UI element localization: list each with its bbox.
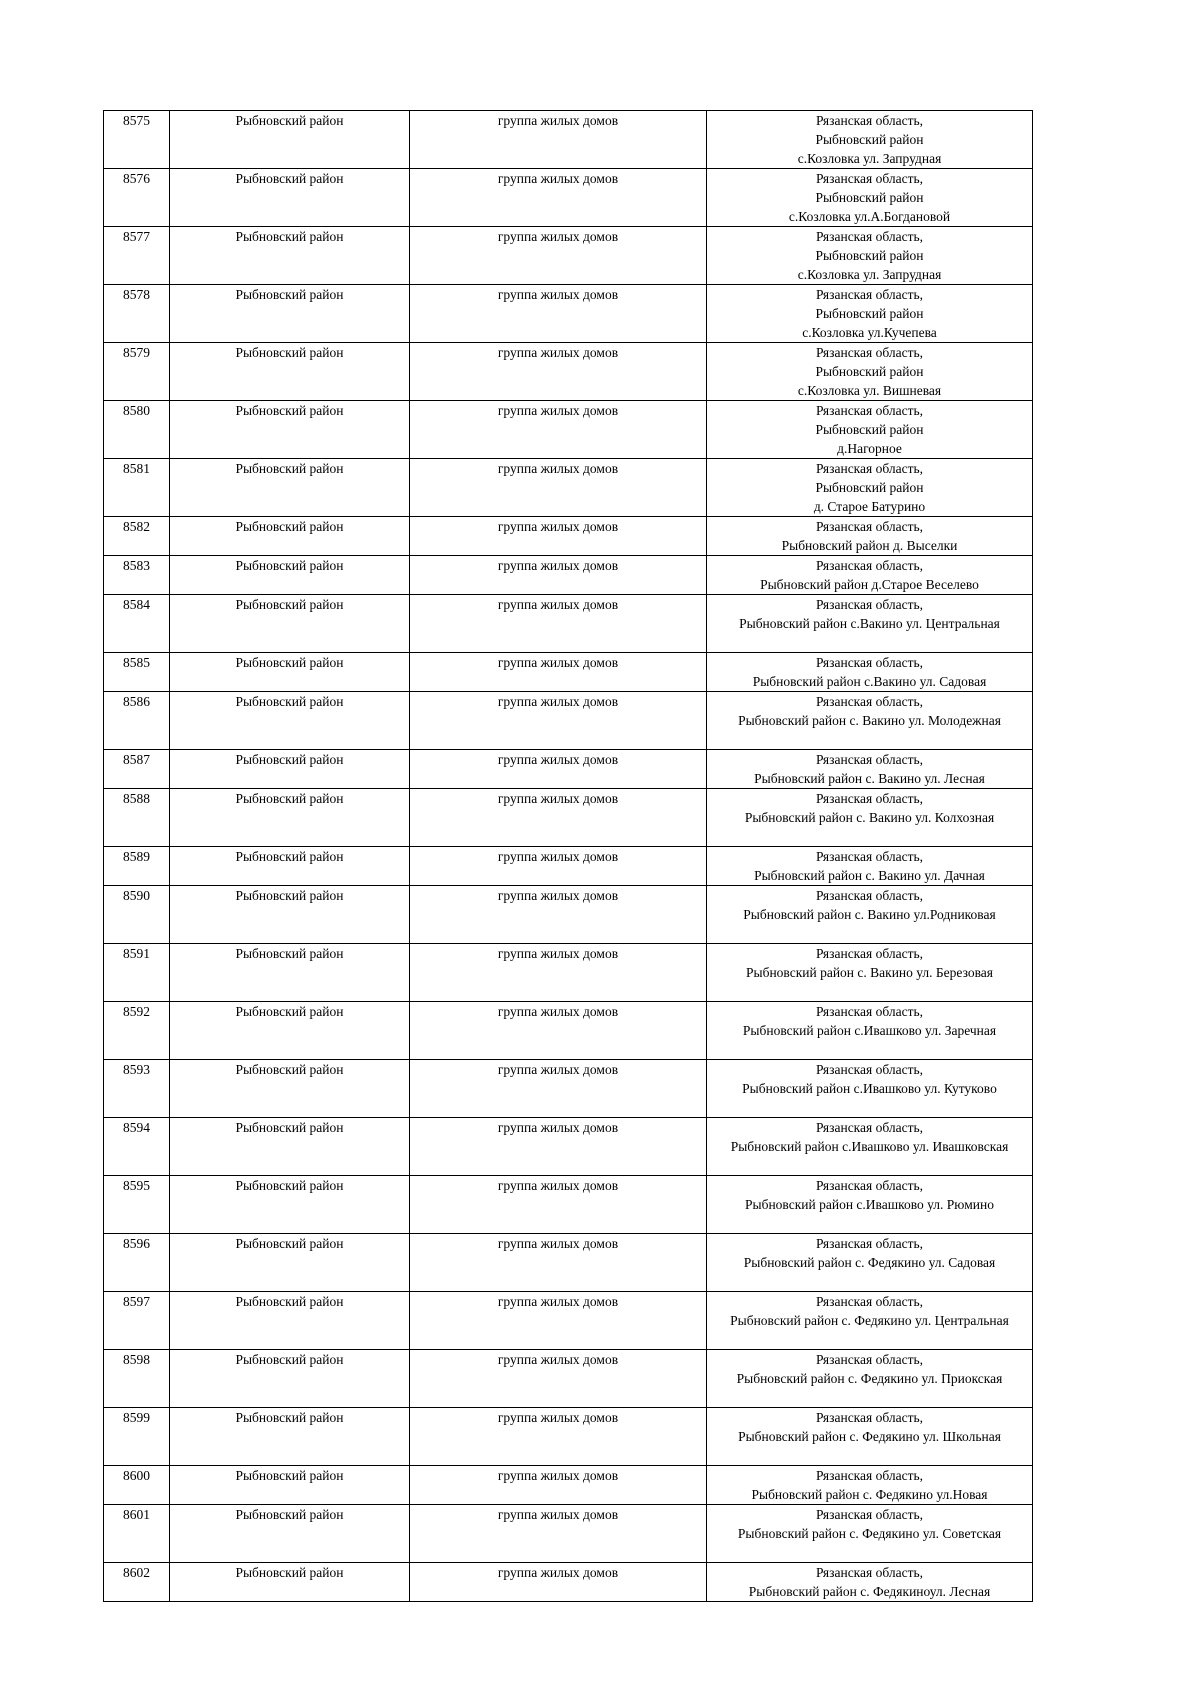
row-district: Рыбновский район [170,285,410,343]
row-district: Рыбновский район [170,1234,410,1292]
address-line: Рязанская область, [815,655,924,670]
row-address [707,111,1033,169]
address-line: Рыбновский район с. Федякиноул. Лесная [748,1584,991,1599]
row-district: Рыбновский район [170,847,410,886]
address-line: с.Козловка ул.Кучепева [802,325,937,340]
row-address [707,595,1033,653]
row-number: 8584 [104,595,170,653]
row-address [707,1505,1033,1563]
row-object-type: группа жилых домов [410,1060,707,1118]
address-line: Рязанская область, [815,287,924,302]
row-address [707,227,1033,285]
table-row [104,1060,1033,1118]
row-object-type: группа жилых домов [410,459,707,517]
row-object-type: группа жилых домов [410,343,707,401]
address-line: Рязанская область, [815,519,924,534]
row-district: Рыбновский район [170,692,410,750]
row-address [707,847,1033,886]
row-object-type: группа жилых домов [410,1408,707,1466]
address-line: д. Старое Батурино [813,499,926,514]
row-number: 8596 [104,1234,170,1292]
address-line: Рязанская область, [815,791,924,806]
address-line: Рязанская область, [815,558,924,573]
row-object-type: группа жилых домов [410,595,707,653]
row-number: 8600 [104,1466,170,1505]
address-line: с.Козловка ул. Запрудная [797,267,942,282]
row-number: 8580 [104,401,170,459]
table-row [104,111,1033,169]
address-line: Рыбновский район с. Федякино ул. Садовая [743,1255,996,1270]
row-object-type: группа жилых домов [410,1466,707,1505]
table-row [104,1408,1033,1466]
row-address [707,459,1033,517]
row-address [707,692,1033,750]
address-line: Рыбновский район с. Федякино ул. Школьная [738,1429,1001,1444]
address-line: Рязанская область, [815,597,924,612]
row-district: Рыбновский район [170,1002,410,1060]
address-line: Рязанская область, [815,1004,924,1019]
row-object-type: группа жилых домов [410,1234,707,1292]
row-district: Рыбновский район [170,944,410,1002]
row-number: 8592 [104,1002,170,1060]
row-district: Рыбновский район [170,1408,410,1466]
row-address [707,401,1033,459]
row-number: 8577 [104,227,170,285]
row-address [707,653,1033,692]
row-district: Рыбновский район [170,1505,410,1563]
address-line: Рыбновский район с. Вакино ул. Дачная [754,868,985,883]
address-line: Рыбновский район с. Федякино ул. Советская [737,1526,1002,1541]
address-line: Рыбновский район с.Ивашково ул. Рюмино [745,1197,994,1212]
row-district: Рыбновский район [170,459,410,517]
objects-table [103,110,1033,1602]
row-number: 8595 [104,1176,170,1234]
table-row [104,285,1033,343]
address-line: с.Козловка ул. Запрудная [797,151,942,166]
row-object-type: группа жилых домов [410,1350,707,1408]
row-district: Рыбновский район [170,401,410,459]
row-district: Рыбновский район [170,653,410,692]
address-line: Рязанская область, [815,1507,924,1522]
address-line: Рязанская область, [815,461,924,476]
table-row [104,556,1033,595]
row-district: Рыбновский район [170,1292,410,1350]
row-object-type: группа жилых домов [410,517,707,556]
address-line: Рязанская область, [815,1120,924,1135]
row-district: Рыбновский район [170,517,410,556]
row-object-type: группа жилых домов [410,653,707,692]
address-line: Рыбновский район [815,306,924,321]
row-district: Рыбновский район [170,343,410,401]
row-address [707,1408,1033,1466]
address-line: Рыбновский район [815,480,924,495]
row-address [707,1176,1033,1234]
row-number: 8586 [104,692,170,750]
row-address [707,1563,1033,1602]
row-district: Рыбновский район [170,595,410,653]
table-row [104,1505,1033,1563]
row-address [707,343,1033,401]
row-object-type: группа жилых домов [410,556,707,595]
row-object-type: группа жилых домов [410,1563,707,1602]
row-number: 8582 [104,517,170,556]
row-district: Рыбновский район [170,1350,410,1408]
address-line: Рыбновский район с. Вакино ул. Колхозная [744,810,995,825]
row-number: 8581 [104,459,170,517]
row-number: 8597 [104,1292,170,1350]
address-line: Рыбновский район с. Вакино ул.Родниковая [743,907,996,922]
address-line: Рязанская область, [815,1410,924,1425]
row-address [707,886,1033,944]
address-line: Рязанская область, [815,1236,924,1251]
address-line: Рыбновский район с.Ивашково ул. Кутуково [742,1081,997,1096]
row-number: 8589 [104,847,170,886]
row-object-type: группа жилых домов [410,401,707,459]
row-number: 8587 [104,750,170,789]
address-line: Рыбновский район с.Ивашково ул. Ивашковская [730,1139,1009,1154]
address-line: Рязанская область, [815,1294,924,1309]
address-line: Рыбновский район с. Федякино ул.Новая [751,1487,988,1502]
address-line: Рязанская область, [815,1565,924,1580]
row-number: 8598 [104,1350,170,1408]
row-number: 8583 [104,556,170,595]
table-row [104,789,1033,847]
row-number: 8575 [104,111,170,169]
table-row [104,517,1033,556]
table-row [104,401,1033,459]
row-object-type: группа жилых домов [410,1176,707,1234]
row-object-type: группа жилых домов [410,1292,707,1350]
row-address [707,1118,1033,1176]
address-line: Рязанская область, [815,1468,924,1483]
address-line: Рыбновский район с.Вакино ул. Центральная [739,616,1000,631]
address-line: Рыбновский район [815,132,924,147]
row-number: 8599 [104,1408,170,1466]
address-line: Рязанская область, [815,694,924,709]
row-district: Рыбновский район [170,1466,410,1505]
row-address [707,789,1033,847]
address-line: Рязанская область, [815,1352,924,1367]
table-row [104,1118,1033,1176]
table-row [104,1176,1033,1234]
address-line: Рязанская область, [815,171,924,186]
row-district: Рыбновский район [170,169,410,227]
row-number: 8602 [104,1563,170,1602]
row-district: Рыбновский район [170,556,410,595]
address-line: Рыбновский район [815,364,924,379]
row-address [707,1292,1033,1350]
row-district: Рыбновский район [170,1118,410,1176]
address-line: Рыбновский район с. Федякино ул. Центральная [730,1313,1009,1328]
row-address [707,750,1033,789]
row-object-type: группа жилых домов [410,111,707,169]
address-line: Рязанская область, [815,849,924,864]
table-row [104,1292,1033,1350]
row-object-type: группа жилых домов [410,169,707,227]
row-number: 8585 [104,653,170,692]
row-number: 8579 [104,343,170,401]
row-object-type: группа жилых домов [410,750,707,789]
address-line: Рыбновский район с. Вакино ул. Березовая [746,965,993,980]
row-district: Рыбновский район [170,886,410,944]
row-address [707,1234,1033,1292]
row-address [707,169,1033,227]
row-number: 8576 [104,169,170,227]
row-object-type: группа жилых домов [410,1505,707,1563]
row-district: Рыбновский район [170,111,410,169]
address-line: Рыбновский район с. Федякино ул. Приокская [736,1371,1003,1386]
row-number: 8588 [104,789,170,847]
address-line: Рязанская область, [815,888,924,903]
address-line: Рязанская область, [815,403,924,418]
address-line: Рыбновский район д. Выселки [781,538,958,553]
address-line: с.Козловка ул. Вишневая [797,383,942,398]
row-address [707,944,1033,1002]
table-row [104,847,1033,886]
row-district: Рыбновский район [170,1176,410,1234]
row-object-type: группа жилых домов [410,847,707,886]
row-number: 8591 [104,944,170,1002]
table-row [104,1563,1033,1602]
row-district: Рыбновский район [170,1060,410,1118]
row-number: 8594 [104,1118,170,1176]
row-district: Рыбновский район [170,227,410,285]
row-number: 8578 [104,285,170,343]
row-object-type: группа жилых домов [410,886,707,944]
row-object-type: группа жилых домов [410,692,707,750]
address-line: Рыбновский район с. Вакино ул. Лесная [754,771,985,786]
row-address [707,1466,1033,1505]
row-object-type: группа жилых домов [410,789,707,847]
address-line: Рязанская область, [815,946,924,961]
address-line: Рязанская область, [815,1062,924,1077]
table-row [104,944,1033,1002]
address-line: Рыбновский район д.Старое Веселево [760,577,979,592]
table-row [104,169,1033,227]
address-line: Рыбновский район [815,248,924,263]
address-line: Рыбновский район [815,422,924,437]
table-row [104,1234,1033,1292]
objects-table-body [104,111,1033,1602]
row-district: Рыбновский район [170,789,410,847]
row-address [707,285,1033,343]
address-line: Рязанская область, [815,345,924,360]
address-line: Рязанская область, [815,1178,924,1193]
address-line: Рыбновский район [815,190,924,205]
row-district: Рыбновский район [170,750,410,789]
table-row [104,343,1033,401]
address-line: Рязанская область, [815,752,924,767]
table-row [104,227,1033,285]
row-address [707,517,1033,556]
row-address [707,1350,1033,1408]
table-row [104,750,1033,789]
address-line: Рязанская область, [815,113,924,128]
row-address [707,556,1033,595]
row-address [707,1002,1033,1060]
row-object-type: группа жилых домов [410,1118,707,1176]
address-line: Рыбновский район с.Вакино ул. Садовая [752,674,987,689]
table-row [104,459,1033,517]
table-row [104,1466,1033,1505]
address-line: Рыбновский район с.Ивашково ул. Заречная [742,1023,997,1038]
row-object-type: группа жилых домов [410,1002,707,1060]
row-object-type: группа жилых домов [410,285,707,343]
address-line: с.Козловка ул.А.Богдановой [788,209,951,224]
table-row [104,692,1033,750]
row-address [707,1060,1033,1118]
row-number: 8601 [104,1505,170,1563]
row-object-type: группа жилых домов [410,944,707,1002]
table-row [104,1350,1033,1408]
table-row [104,1002,1033,1060]
address-line: Рязанская область, [815,229,924,244]
row-object-type: группа жилых домов [410,227,707,285]
address-line: Рыбновский район с. Вакино ул. Молодежная [738,713,1001,728]
row-number: 8590 [104,886,170,944]
table-row [104,653,1033,692]
table-row [104,886,1033,944]
row-number: 8593 [104,1060,170,1118]
table-row [104,595,1033,653]
address-line: д.Нагорное [837,441,902,456]
row-district: Рыбновский район [170,1563,410,1602]
